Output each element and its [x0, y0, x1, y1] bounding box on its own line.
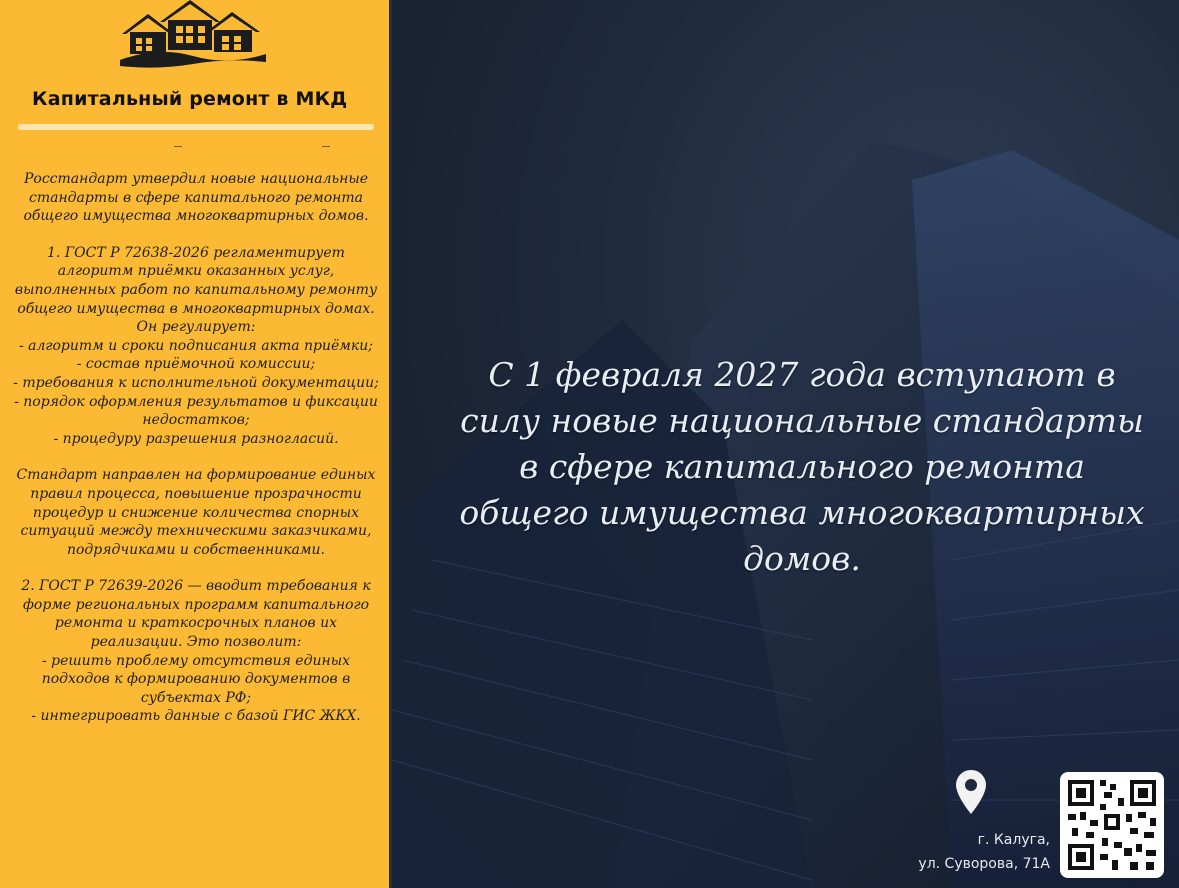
announcement-text	[6, 170, 386, 726]
divider-dot	[322, 146, 330, 147]
houses-logo-icon	[118, 0, 268, 68]
info-panel	[0, 0, 392, 888]
address-city: г. Калуга,	[977, 832, 1050, 848]
divider-dot	[174, 146, 182, 147]
address-street: ул. Суворова, 71А	[918, 856, 1050, 872]
qr-code-icon	[1060, 772, 1164, 878]
headline: С 1 февраля 2027 года вступают в силу новые национальные стандарты в сфере капитального ремонта общего имущества многоквартирных домов.	[459, 355, 1145, 578]
location-pin-icon	[956, 770, 986, 814]
qr-code[interactable]	[1060, 772, 1164, 878]
intro-paragraph: Росстандарт утвердил новые национальные стандарты в сфере капитального ремонта общего имущества многоквартирных домов.	[23, 171, 369, 225]
hero-panel	[392, 0, 1179, 888]
title-underline	[18, 124, 374, 130]
brand-title: Капитальный ремонт в МКД	[32, 88, 348, 110]
gost-72639-section: 2. ГОСТ Р 72639-2026 — вводит требования к форме региональных программ капитального ремонта и краткосрочных планов их реализации. Это позволит: - решить проблему отсутствия единых подходов к формированию документов в субъектах РФ; - интегрировать данные с базой ГИС ЖКХ.	[21, 578, 371, 725]
address	[870, 828, 1050, 876]
gost-72638-note: Стандарт направлен на формирование единых правил процесса, повышение прозрачности процедур и снижение количества спорных ситуаций между техническими заказчиками, подрядчиками и собственниками.	[16, 467, 376, 558]
gost-72638-section: 1. ГОСТ Р 72638-2026 регламентирует алгоритм приёмки оказанных услуг, выполненных работ по капитальному ремонту общего имущества в многоквартирных домах. Он регулирует: - алгоритм и сроки подписания акта приёмки; - состав приёмочной комиссии; - требования к исполнительной документации; - порядок оформления результатов и фиксации недостатков; - процедуру разрешения разногласий.	[13, 244, 379, 447]
